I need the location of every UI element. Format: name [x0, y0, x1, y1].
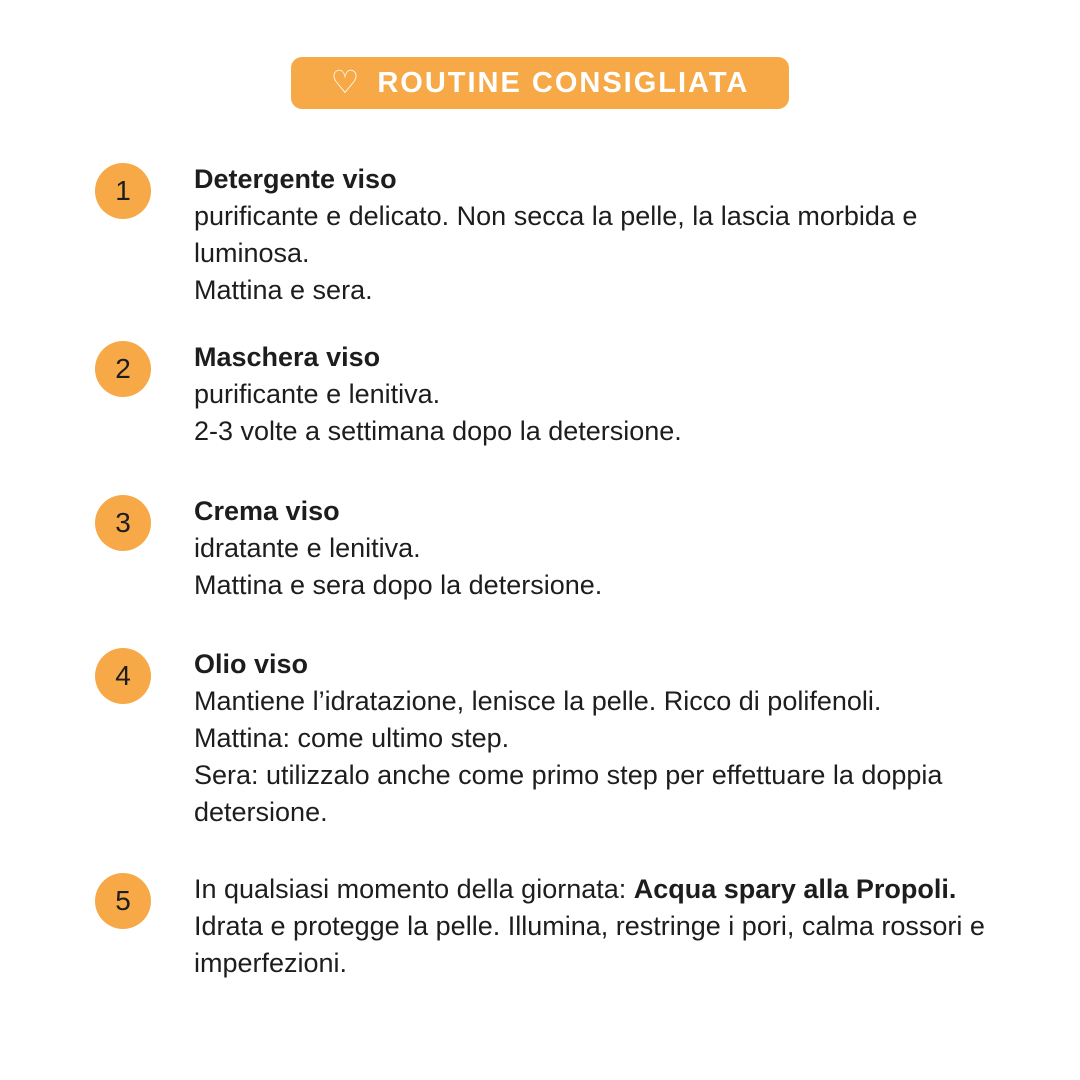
- routine-step-4: [95, 646, 990, 831]
- step-description-line: Idrata e protegge la pelle. Illumina, restringe i pori, calma rossori e imperfezioni.: [194, 911, 985, 978]
- step-usage-line: Mattina e sera dopo la detersione.: [194, 570, 603, 600]
- step-title: Olio viso: [194, 649, 309, 679]
- step-usage-line: 2-3 volte a settimana dopo la detersione.: [194, 416, 682, 446]
- step-number-badge: 1: [95, 163, 151, 219]
- step-description-line: purificante e delicato. Non secca la pelle, la lascia morbida e luminosa.: [194, 201, 918, 268]
- routine-step-2: [95, 339, 990, 450]
- step-body: [194, 161, 990, 309]
- routine-step-1: [95, 161, 990, 309]
- step-body: [194, 871, 990, 982]
- step-intro-text: In qualsiasi momento della giornata:: [194, 874, 634, 904]
- heart-icon: ♡: [330, 64, 360, 100]
- step-intro-line: [194, 871, 990, 908]
- step-number-badge: 5: [95, 873, 151, 929]
- step-body: [194, 646, 990, 831]
- badge-row: [0, 0, 1080, 109]
- step-description-line: purificante e lenitiva.: [194, 379, 441, 409]
- routine-badge-label: ROUTINE CONSIGLIATA: [377, 66, 750, 99]
- step-description-line: idratante e lenitiva.: [194, 533, 421, 563]
- routine-step-3: [95, 493, 990, 604]
- step-usage-line: Sera: utilizzalo anche come primo step per effettuare la doppia detersione.: [194, 760, 943, 827]
- routine-step-5: [95, 871, 990, 982]
- step-body: [194, 339, 682, 450]
- step-usage-line: Mattina e sera.: [194, 275, 373, 305]
- step-body: [194, 493, 602, 604]
- step-title: Detergente viso: [194, 164, 397, 194]
- step-description-line: Mantiene l’idratazione, lenisce la pelle. Ricco di polifenoli.: [194, 686, 882, 716]
- step-number-badge: 2: [95, 341, 151, 397]
- step-number-badge: 3: [95, 495, 151, 551]
- step-usage-line: Mattina: come ultimo step.: [194, 723, 510, 753]
- routine-badge: [291, 57, 790, 109]
- step-intro-product-name: Acqua spary alla Propoli.: [633, 874, 957, 904]
- step-number-badge: 4: [95, 648, 151, 704]
- step-title: Maschera viso: [194, 342, 381, 372]
- routine-steps-list: [0, 109, 1080, 982]
- step-title: Crema viso: [194, 496, 340, 526]
